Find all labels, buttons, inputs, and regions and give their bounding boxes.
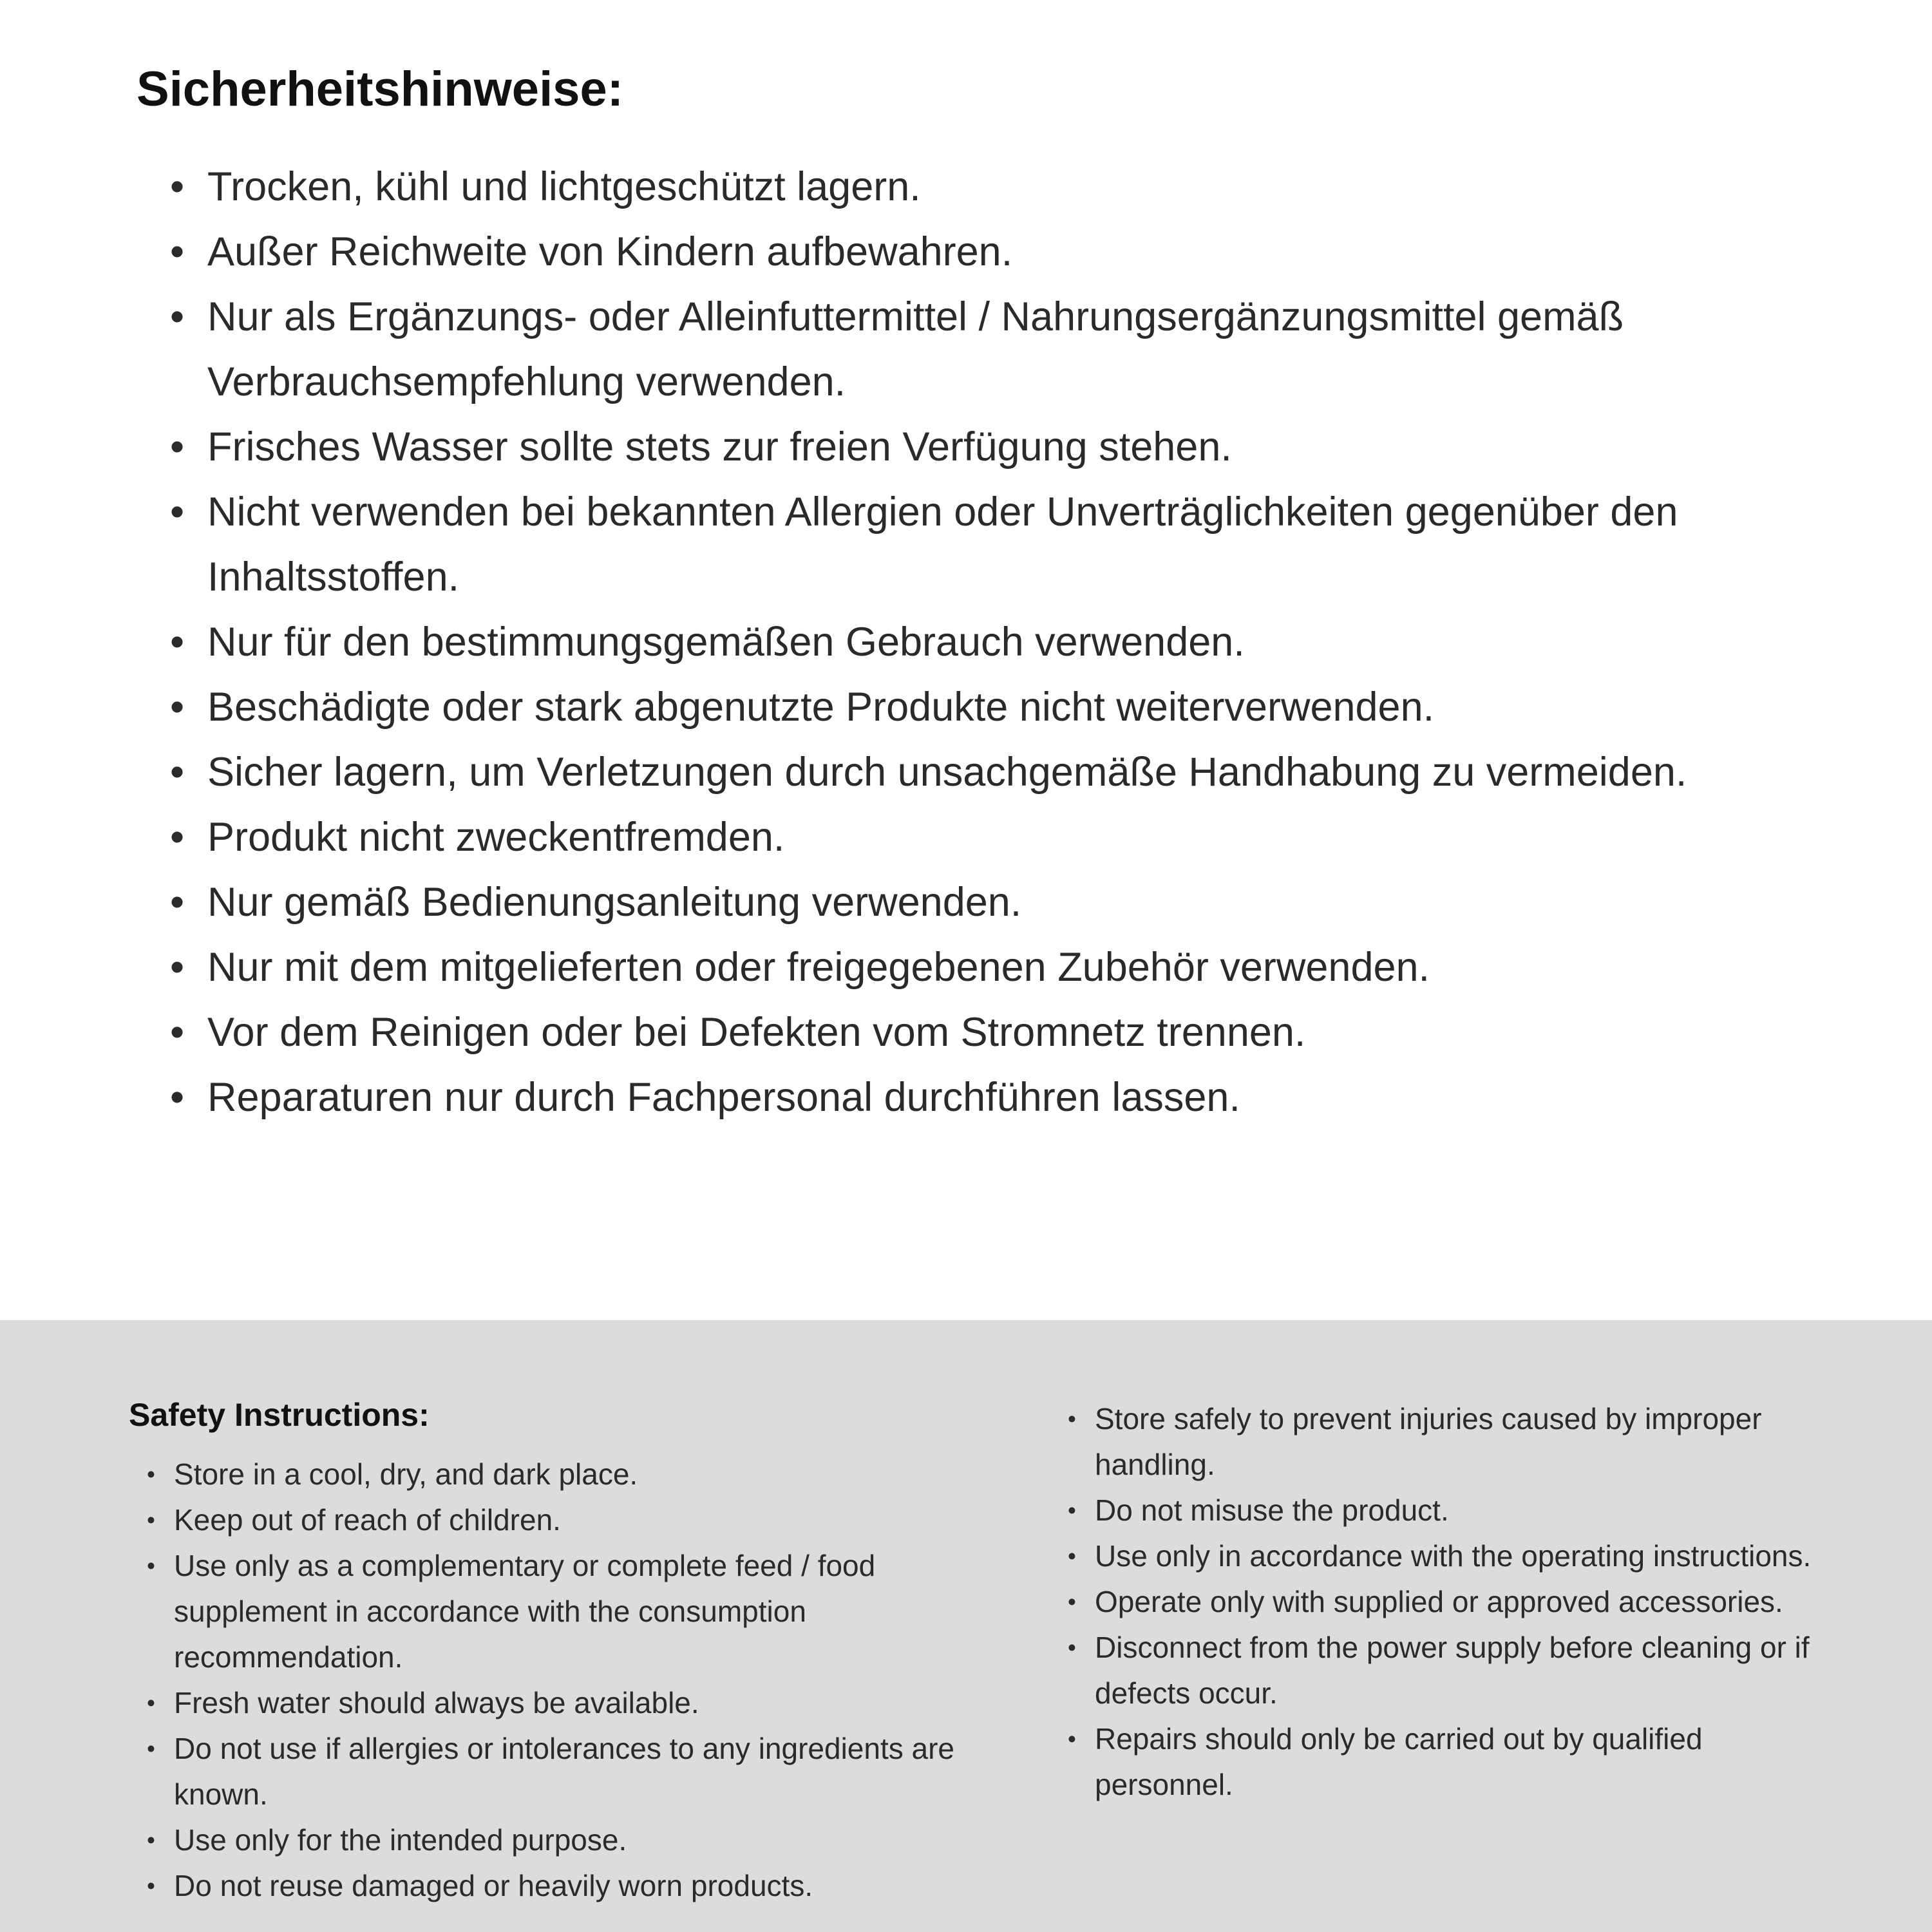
safety-list-item: • Vor dem Reinigen oder bei Defekten vom Stromnetz trennen. <box>170 1000 1804 1065</box>
safety-list-item: • Keep out of reach of children. <box>147 1497 1030 1543</box>
safety-list-item: • Frisches Wasser sollte stets zur freien Verfügung stehen. <box>170 415 1804 480</box>
safety-list-item: • Do not misuse the product. <box>1068 1488 1842 1533</box>
german-safety-list <box>137 155 1804 1130</box>
english-safety-list-left <box>129 1452 1030 1909</box>
safety-list-item: • Nur als Ergänzungs- oder Alleinfuttermittel / Nahrungsergänzungsmittel gemäß Verbrauchsempfehlung verwenden. <box>170 285 1804 415</box>
safety-list-item: • Do not use if allergies or intolerances to any ingredients are known. <box>147 1726 1030 1817</box>
safety-list-item: • Repairs should only be carried out by qualified personnel. <box>1068 1716 1842 1808</box>
english-left-column <box>129 1396 1030 1909</box>
safety-list-item: • Store in a cool, dry, and dark place. <box>147 1452 1030 1497</box>
safety-list-item: • Use only in accordance with the operating instructions. <box>1068 1533 1842 1579</box>
english-safety-section <box>0 1320 1932 1932</box>
safety-list-item: • Nur für den bestimmungsgemäßen Gebrauch verwenden. <box>170 610 1804 675</box>
safety-list-item: • Beschädigte oder stark abgenutzte Produkte nicht weiterverwenden. <box>170 675 1804 740</box>
safety-list-item: • Disconnect from the power supply before cleaning or if defects occur. <box>1068 1625 1842 1716</box>
safety-list-item: • Use only as a complementary or complete feed / food supplement in accordance with the consumption recommendation. <box>147 1543 1030 1680</box>
safety-list-item: • Do not reuse damaged or heavily worn products. <box>147 1863 1030 1909</box>
safety-list-item: • Reparaturen nur durch Fachpersonal durchführen lassen. <box>170 1065 1804 1130</box>
english-section-title: Safety Instructions: <box>129 1397 430 1433</box>
safety-list-item: • Nur mit dem mitgelieferten oder freigegebenen Zubehör verwenden. <box>170 935 1804 1000</box>
safety-list-item: • Sicher lagern, um Verletzungen durch unsachgemäße Handhabung zu vermeiden. <box>170 740 1804 805</box>
english-right-column <box>1030 1396 1842 1808</box>
english-columns <box>129 1396 1842 1909</box>
safety-list-item: • Außer Reichweite von Kindern aufbewahren. <box>170 220 1804 285</box>
safety-list-item: • Operate only with supplied or approved accessories. <box>1068 1579 1842 1625</box>
safety-list-item: • Trocken, kühl und lichtgeschützt lagern. <box>170 155 1804 220</box>
safety-list-item: • Nicht verwenden bei bekannten Allergien oder Unverträglichkeiten gegenüber den Inhaltsstoffen. <box>170 480 1804 610</box>
safety-list-item: • Store safely to prevent injuries caused by improper handling. <box>1068 1396 1842 1488</box>
safety-list-item: • Produkt nicht zweckentfremden. <box>170 805 1804 870</box>
english-safety-list-right <box>1050 1396 1842 1808</box>
safety-list-item: • Fresh water should always be available. <box>147 1680 1030 1726</box>
safety-list-item: • Nur gemäß Bedienungsanleitung verwenden. <box>170 870 1804 935</box>
german-section-title: Sicherheitshinweise: <box>137 62 624 117</box>
safety-list-item: • Use only for the intended purpose. <box>147 1817 1030 1863</box>
